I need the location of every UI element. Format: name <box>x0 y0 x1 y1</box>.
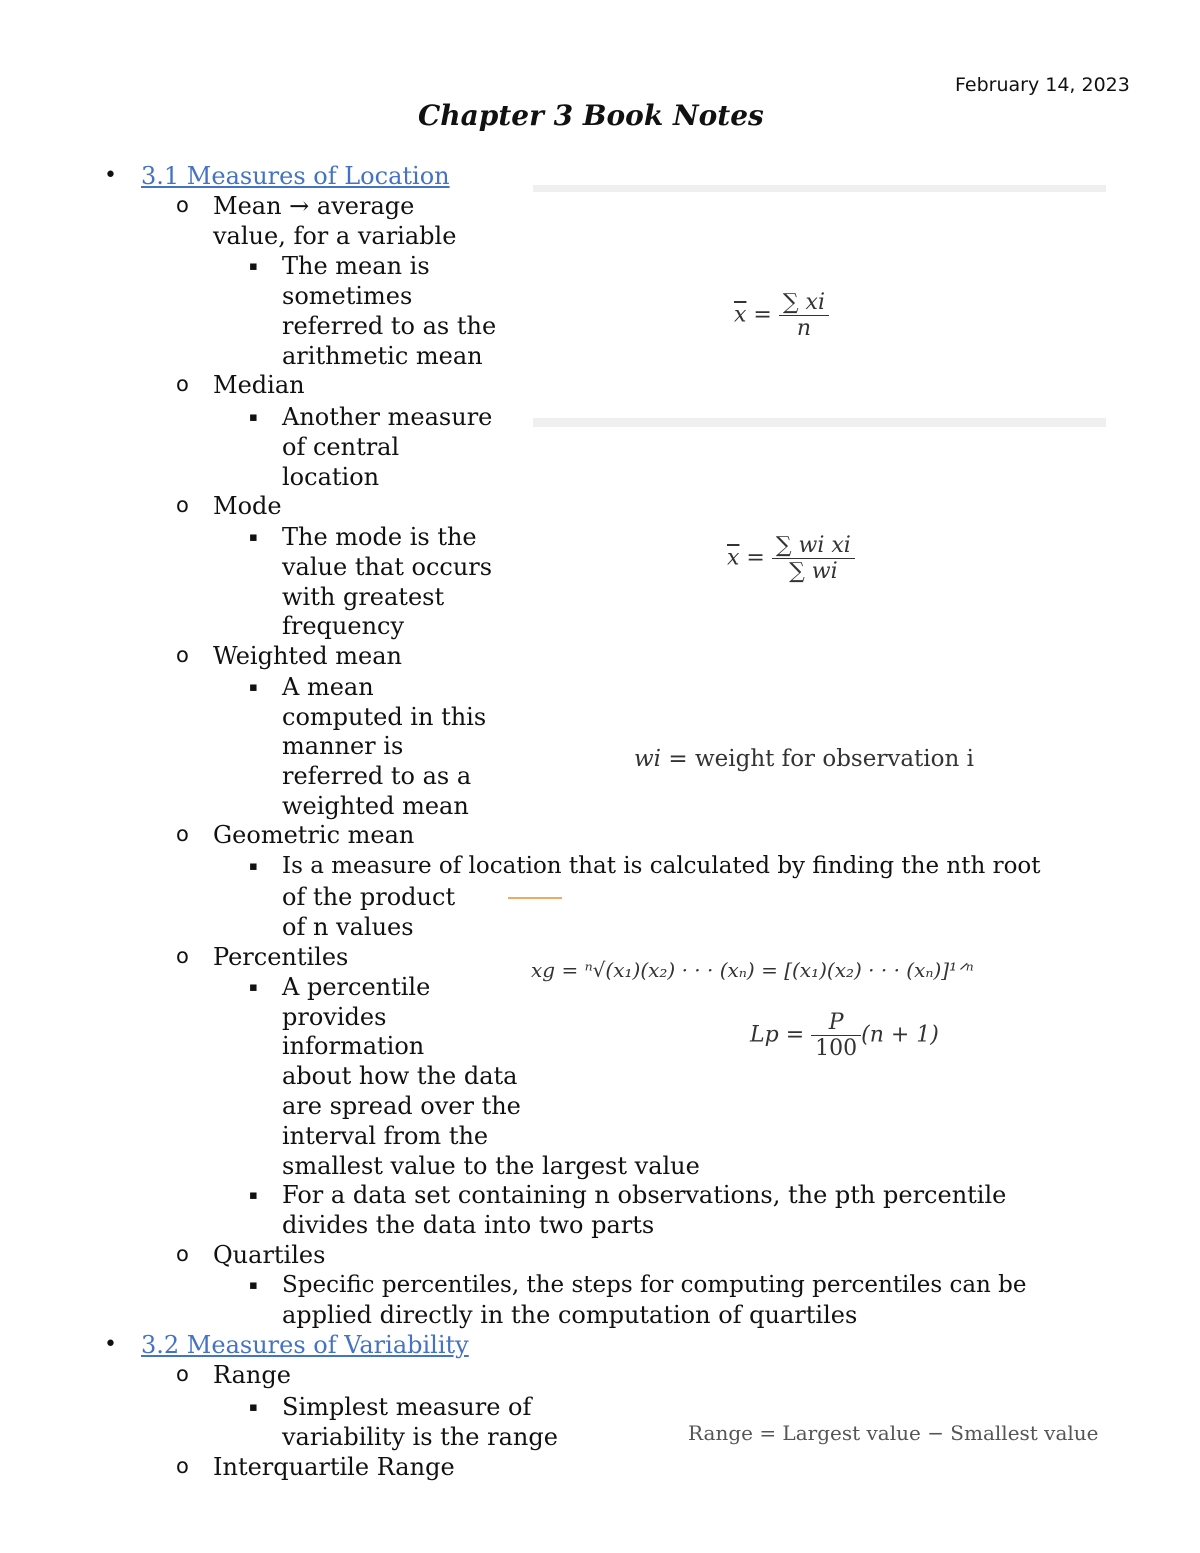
bullet-level2-icon: o <box>176 193 189 217</box>
bullet-level3-icon: ▪ <box>249 1188 258 1203</box>
range-detail-line: variability is the range <box>282 1423 558 1451</box>
bullet-level1-icon: • <box>104 1332 117 1357</box>
median-detail-line: location <box>282 463 380 491</box>
mode-heading: Mode <box>213 492 282 520</box>
bullet-level3-icon: ▪ <box>249 410 258 425</box>
bullet-level2-icon: o <box>176 944 189 968</box>
section-heading-link-3-2[interactable]: 3.2 Measures of Variability <box>141 1331 469 1359</box>
bullet-level3-icon: ▪ <box>249 859 258 874</box>
percentiles-heading: Percentiles <box>213 943 349 971</box>
bullet-level3-icon: ▪ <box>249 1400 258 1415</box>
mean-heading: Mean → average <box>213 192 415 220</box>
percentiles-detail-line: about how the data <box>282 1062 518 1090</box>
geometric-mean-formula: $\overline{xg} = ^n√(x_1)(x_2)$ · · · (xₙ) = [(x₁)(x₂) · · · (xₙ)]¹ᐟⁿ <box>531 958 974 982</box>
formula-divider-top <box>533 185 1106 192</box>
mean-formula-fraction: $\frac{\sum xi}{n}$ <box>779 290 829 341</box>
percentiles-detail-line: A percentile <box>282 973 431 1001</box>
mean-heading-cont: value, for a variable <box>213 222 457 250</box>
bullet-level3-icon: ▪ <box>249 530 258 545</box>
weighted-mean-detail-line: computed in this <box>282 703 487 731</box>
percentile-formula-fraction: $\frac{P}{100}$ <box>811 1010 861 1061</box>
weighted-mean-formula-fraction: $\frac{\text{∑ wi xi}}{\sum wi}$ <box>772 533 855 584</box>
mode-detail-line: The mode is the <box>282 523 477 551</box>
percentiles-detail-line: provides <box>282 1003 387 1031</box>
median-heading: Median <box>213 371 305 399</box>
quartiles-detail-line: Specific percentiles, the steps for computing percentiles can be <box>282 1272 1027 1298</box>
quartiles-detail-line: applied directly in the computation of quartiles <box>282 1301 858 1329</box>
percentiles-detail-line: smallest value to the largest value <box>282 1152 700 1180</box>
mode-detail-line: value that occurs <box>282 553 493 581</box>
bullet-level2-icon: o <box>176 643 189 667</box>
quartiles-heading: Quartiles <box>213 1241 326 1269</box>
bullet-level3-icon: ▪ <box>249 259 258 274</box>
bullet-level2-icon: o <box>176 1242 189 1266</box>
mean-detail-line: sometimes <box>282 282 413 310</box>
bullet-level3-icon: ▪ <box>249 680 258 695</box>
weighted-mean-heading: Weighted mean <box>213 642 402 670</box>
weighted-mean-detail-line: weighted mean <box>282 792 469 820</box>
percentiles-detail-line: For a data set containing n observations, the pth percentile <box>282 1181 1007 1209</box>
document-title: Chapter 3 Book Notes <box>418 99 764 132</box>
mode-detail-line: with greatest <box>282 583 445 611</box>
bullet-level2-icon: o <box>176 1454 189 1478</box>
bullet-level3-icon: ▪ <box>249 1278 258 1293</box>
orange-underline-mark <box>508 897 562 899</box>
document-date: February 14, 2023 <box>955 74 1130 96</box>
geometric-mean-detail-line: of n values <box>282 913 414 941</box>
percentile-location-formula: Lp = $\frac{P}{100}$ (n + 1) <box>750 1010 939 1061</box>
formula-divider-middle <box>533 418 1106 427</box>
range-formula: Range = Largest value − Smallest value <box>688 1421 1099 1445</box>
median-detail-line: Another measure <box>282 403 493 431</box>
weighted-mean-detail-line: A mean <box>282 673 374 701</box>
mode-detail-line: frequency <box>282 612 405 640</box>
mean-detail-line: referred to as the <box>282 312 497 340</box>
mean-detail-line: The mean is <box>282 252 430 280</box>
percentiles-detail-line: divides the data into two parts <box>282 1211 655 1239</box>
percentiles-detail-line: are spread over the <box>282 1092 521 1120</box>
section-heading-link-3-1[interactable]: 3.1 Measures of Location <box>141 162 450 190</box>
weight-definition-formula: wi = weight for observation i <box>634 746 974 772</box>
geometric-mean-detail-line: of the product <box>282 883 456 911</box>
weighted-mean-detail-line: referred to as a <box>282 762 472 790</box>
percentiles-detail-line: information <box>282 1032 425 1060</box>
range-detail-line: Simplest measure of <box>282 1393 532 1421</box>
geometric-mean-detail-line: Is a measure of location that is calculated by finding the nth root <box>282 853 1041 879</box>
bullet-level2-icon: o <box>176 372 189 396</box>
bullet-level3-icon: ▪ <box>249 980 258 995</box>
bullet-level2-icon: o <box>176 1362 189 1386</box>
median-detail-line: of central <box>282 433 400 461</box>
mean-formula: $\overline{x}$ = $\frac{\sum xi}{n}$ <box>734 290 829 341</box>
weighted-mean-formula: $\overline{x}$ = $\frac{\text{∑ wi xi}}{\sum wi}$ <box>727 533 855 584</box>
weighted-mean-detail-line: manner is <box>282 732 404 760</box>
geometric-mean-heading: Geometric mean <box>213 821 415 849</box>
interquartile-range-heading: Interquartile Range <box>213 1453 455 1481</box>
percentiles-detail-line: interval from the <box>282 1122 489 1150</box>
bullet-level2-icon: o <box>176 493 189 517</box>
mean-detail-line: arithmetic mean <box>282 342 483 370</box>
bullet-level1-icon: • <box>104 163 117 188</box>
range-heading: Range <box>213 1361 291 1389</box>
bullet-level2-icon: o <box>176 822 189 846</box>
